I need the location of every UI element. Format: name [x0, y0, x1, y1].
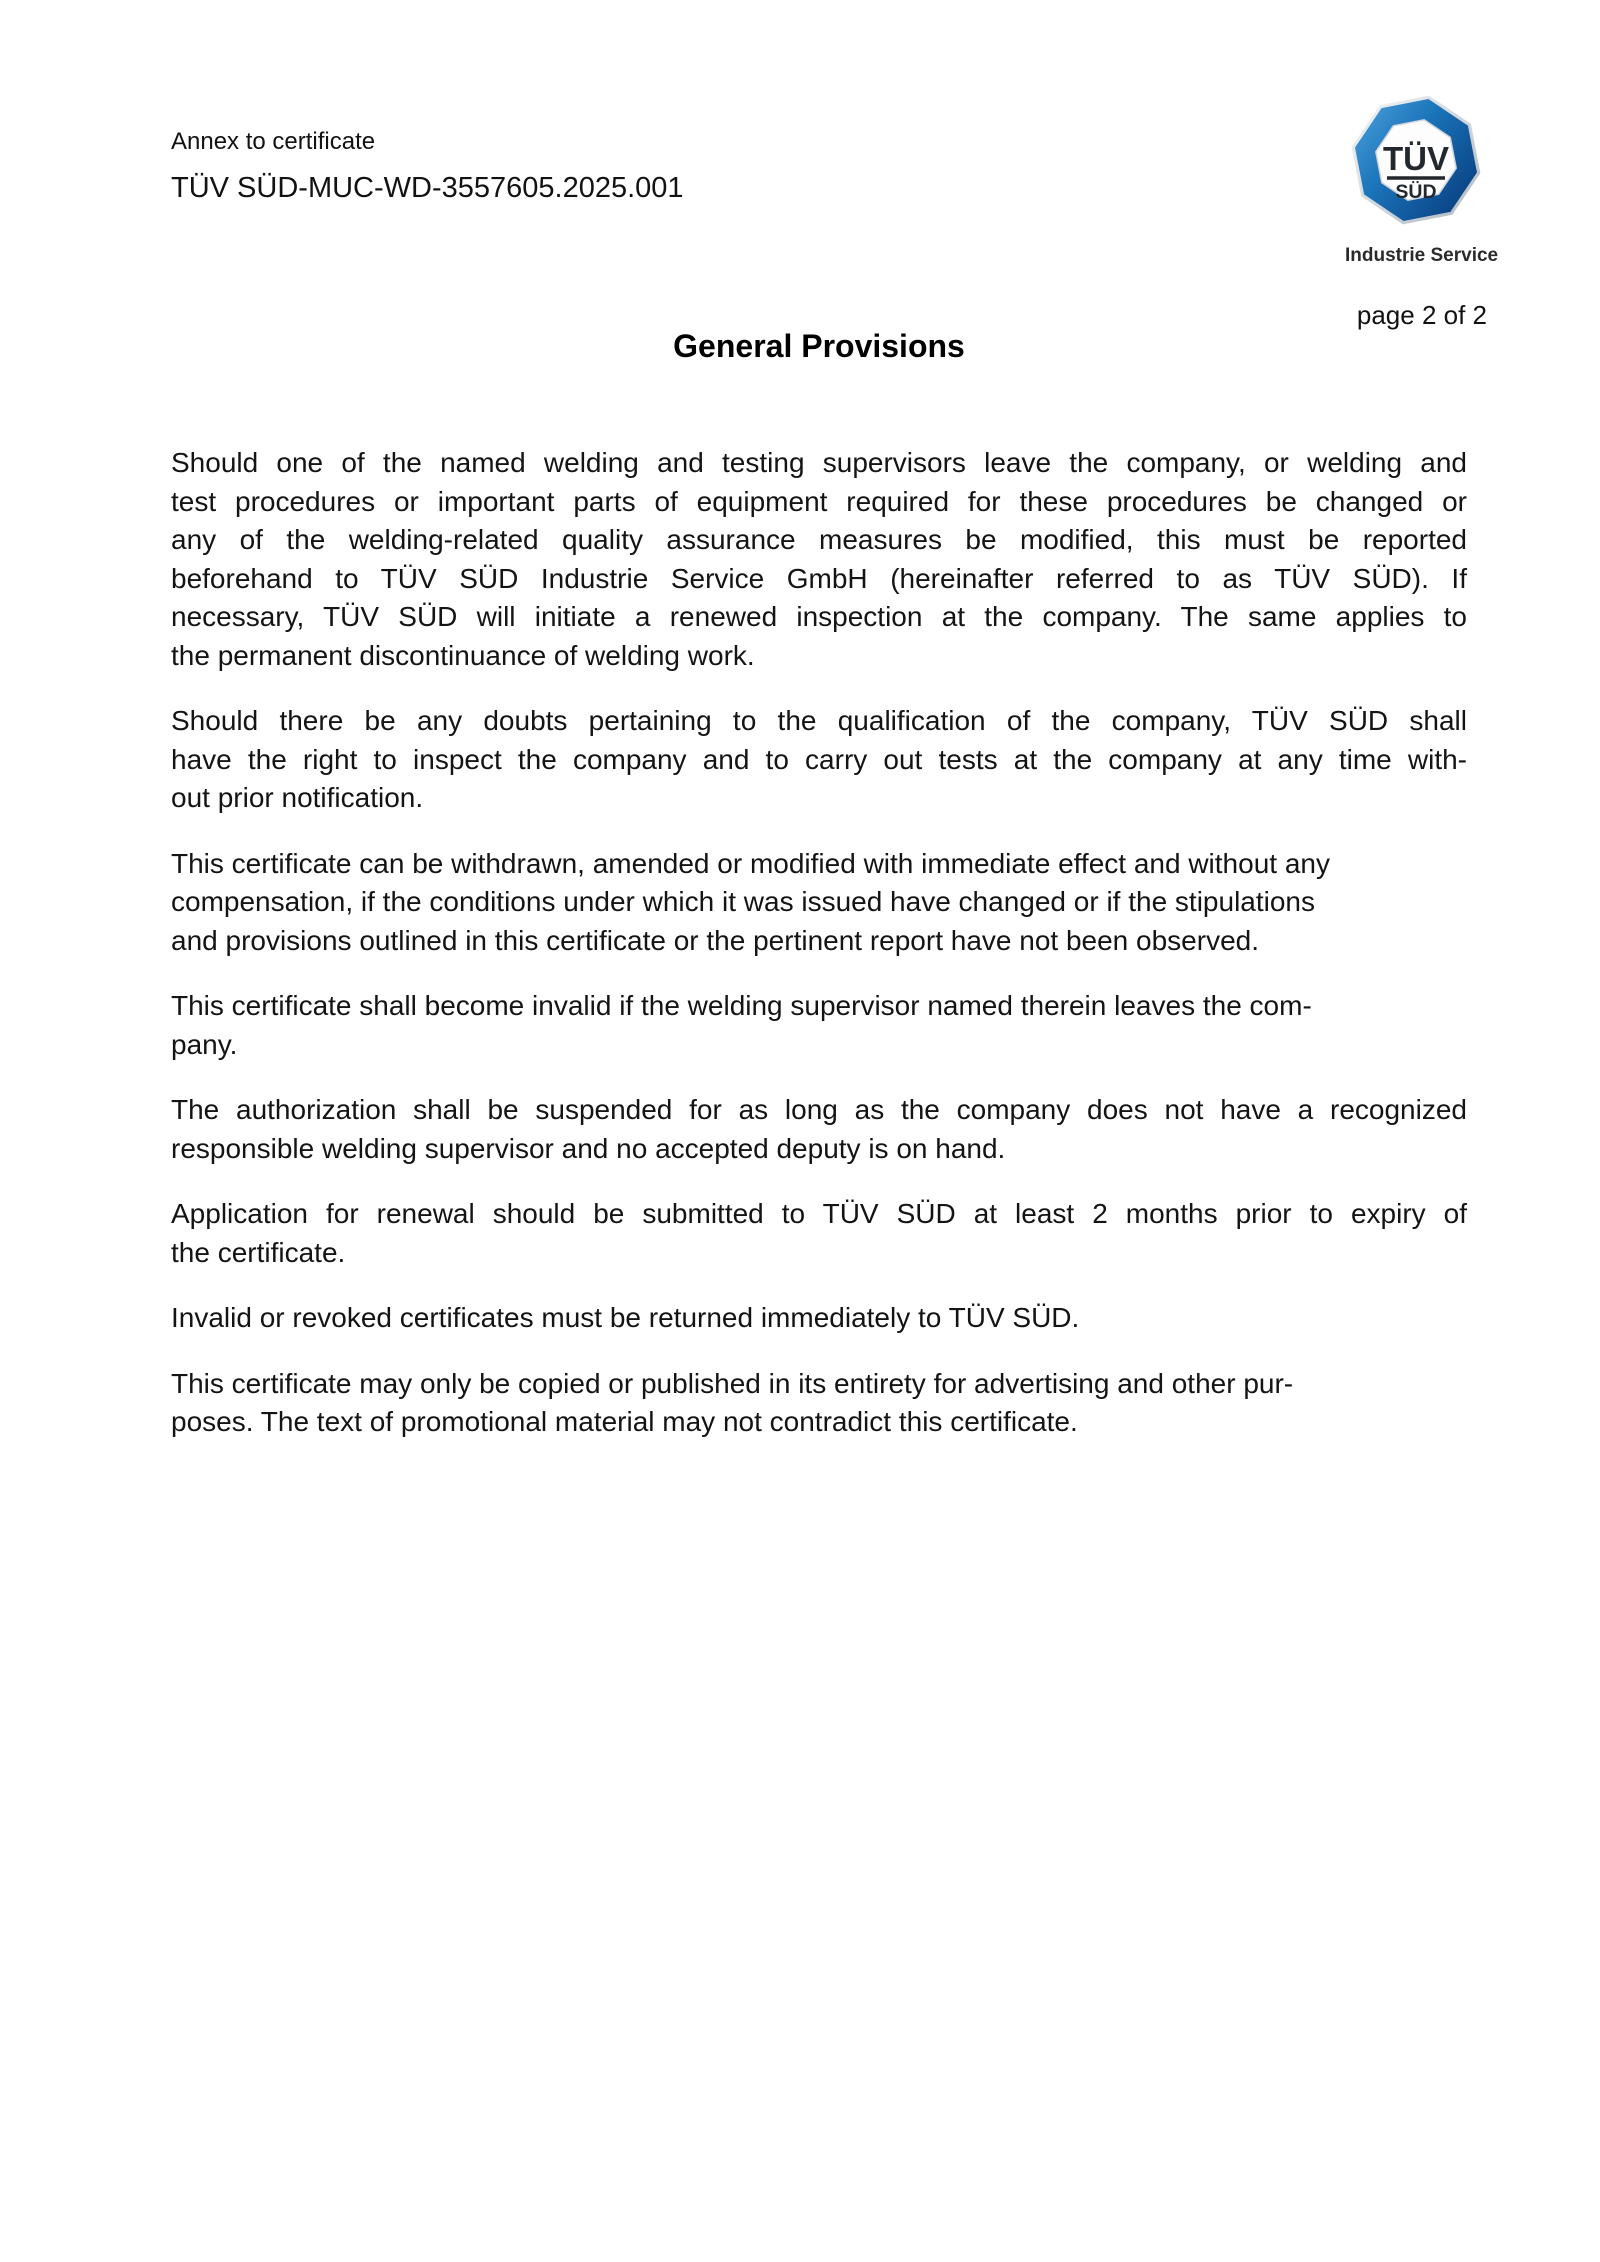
paragraph-line: pany. [171, 1028, 238, 1060]
paragraph-line: This certificate can be withdrawn, amended or modified with immediate effect and without any [171, 847, 1330, 879]
paragraph-line: compensation, if the conditions under which it was issued have changed or if the stipulations [171, 886, 1316, 917]
paragraph [171, 845, 1467, 961]
page-indicator: page 2 of 2 [1356, 300, 1487, 330]
paragraph [171, 1091, 1467, 1168]
paragraph-line: Should one of the named welding and testing supervisors leave the company, or welding and [171, 447, 1467, 478]
paragraph-line: Application for renewal should be submitted to TÜV SÜD at least 2 months prior to expiry of [171, 1198, 1467, 1229]
paragraph-line: poses. The text of promotional material may not contradict this certificate. [171, 1406, 1078, 1437]
paragraph-line: necessary, TÜV SÜD will initiate a renewed inspection at the company. The same applies to [171, 601, 1467, 632]
paragraph-line: Invalid or revoked certificates must be returned immediately to TÜV SÜD. [171, 1302, 1080, 1333]
document-header [171, 128, 684, 204]
svg-text:TÜV: TÜV [1383, 140, 1449, 177]
paragraph [171, 1365, 1467, 1442]
paragraph-line: Should there be any doubts pertaining to the qualification of the company, TÜV SÜD shall [171, 705, 1467, 736]
tuv-octagon-badge-icon [1345, 94, 1487, 228]
svg-text:SÜD: SÜD [1395, 181, 1437, 203]
paragraph-line: This certificate may only be copied or published in its entirety for advertising and other pur- [171, 1367, 1294, 1399]
paragraph-line: responsible welding supervisor and no accepted deputy is on hand. [171, 1132, 1006, 1164]
paragraph-line: and provisions outlined in this certificate or the pertinent report have not been observed. [171, 924, 1259, 956]
paragraph-line: beforehand to TÜV SÜD Industrie Service GmbH (hereinafter referred to as TÜV SÜD). If [171, 562, 1467, 594]
paragraph [171, 1195, 1467, 1272]
paragraph-line: have the right to inspect the company and to carry out tests at the company at any time with- [171, 743, 1467, 775]
paragraph [171, 1299, 1467, 1338]
annex-label: Annex to certificate [171, 128, 376, 155]
document-body [171, 444, 1467, 1442]
page-title: General Provisions [673, 328, 965, 364]
paragraph [171, 444, 1467, 675]
paragraph-line: out prior notification. [171, 782, 424, 813]
paragraph-line: The authorization shall be suspended for as long as the company does not have a recognized [171, 1094, 1467, 1125]
paragraph [171, 702, 1467, 818]
tuv-sued-logo [1345, 94, 1499, 267]
paragraph-line: any of the welding-related quality assurance measures be modified, this must be reported [171, 524, 1467, 555]
certificate-number: TÜV SÜD-MUC-WD-3557605.2025.001 [171, 172, 684, 204]
paragraph-line: the certificate. [171, 1236, 346, 1268]
paragraph-line: the permanent discontinuance of welding work. [171, 639, 755, 671]
paragraph-line: This certificate shall become invalid if the welding supervisor named therein leaves the com- [171, 990, 1312, 1021]
logo-subtitle: Industrie Service [1345, 245, 1499, 266]
paragraph-line: test procedures or important parts of equipment required for these procedures be changed or [171, 485, 1467, 517]
paragraph [171, 987, 1467, 1064]
